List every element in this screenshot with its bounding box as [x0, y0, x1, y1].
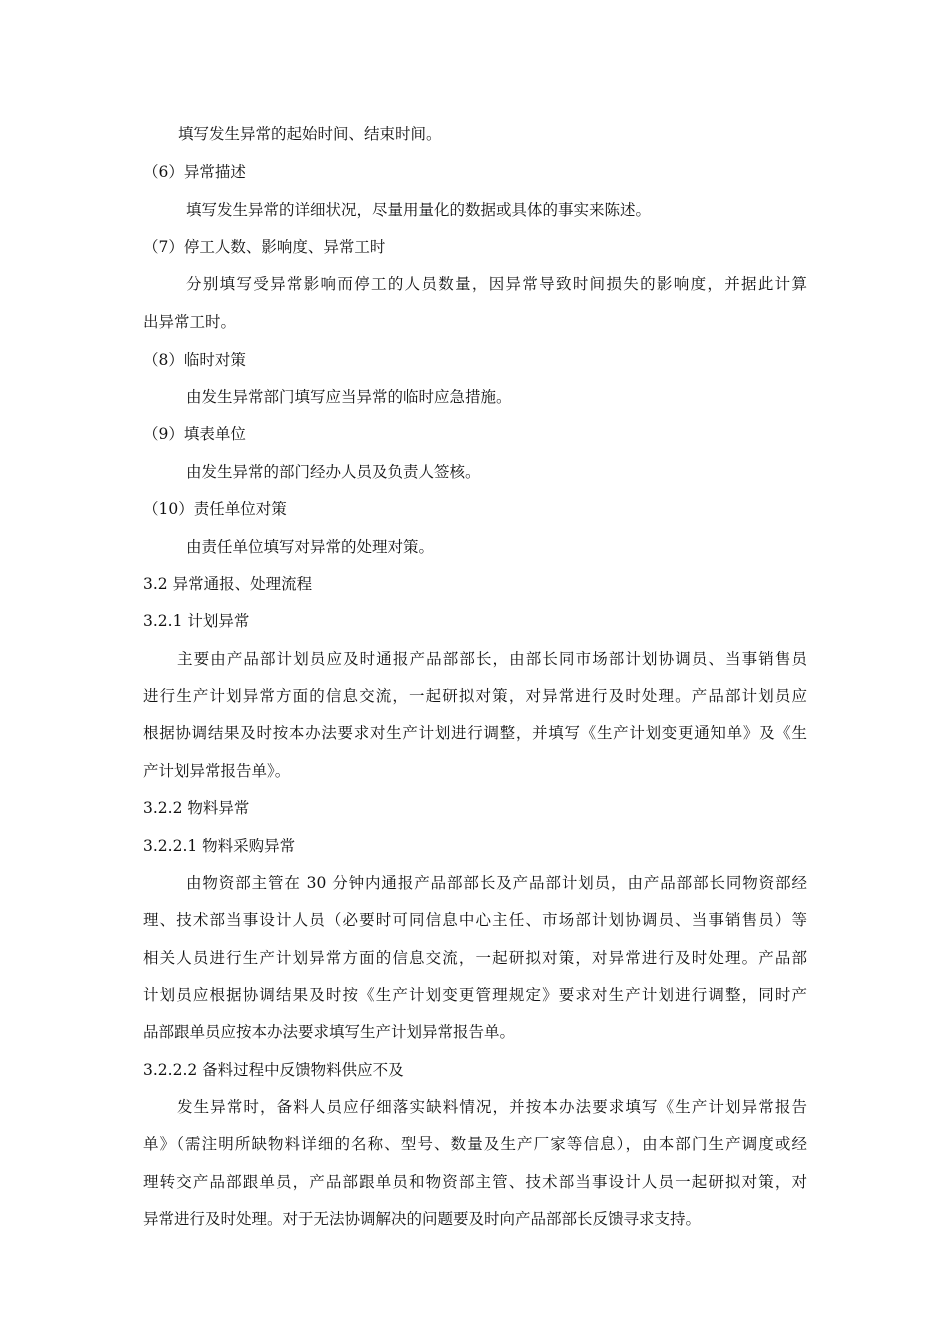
paragraph-7-line2: 出异常工时。 — [143, 313, 237, 331]
paragraph-3-2-2-1-line1: 由物资部主管在 30 分钟内通报产品部部长及产品部计划员，由产品部部长同物资部经 — [186, 874, 807, 892]
paragraph-3-2-2-1-line3: 相关人员进行生产计划异常方面的信息交流，一起研拟对策，对异常进行及时处理。产品部 — [143, 949, 807, 967]
paragraph-3-2-2-1-line5: 品部跟单员应按本办法要求填写生产计划异常报告单。 — [143, 1023, 516, 1041]
paragraph-3-2-1-line1: 主要由产品部计划员应及时通报产品部部长，由部长同市场部计划协调员、当事销售员 — [177, 650, 807, 668]
paragraph-time: 填写发生异常的起始时间、结束时间。 — [178, 125, 442, 143]
paragraph-3-2-2-2-line2: 单》（需注明所缺物料详细的名称、型号、数量及生产厂家等信息），由本部门生产调度或经 — [143, 1135, 807, 1153]
paragraph-3-2-2-1-line2: 理、技术部当事设计人员（必要时可同信息中心主任、市场部计划协调员、当事销售员）等 — [143, 911, 807, 929]
paragraph-3-2-2-2-line3: 理转交产品部跟单员，产品部跟单员和物资部主管、技术部当事设计人员一起研拟对策，对 — [143, 1173, 807, 1191]
section-3-2-2-heading: 3.2.2 物料异常 — [143, 799, 250, 817]
paragraph-9: 由发生异常的部门经办人员及负责人签核。 — [186, 463, 481, 481]
heading-10: （10）责任单位对策 — [143, 500, 287, 518]
paragraph-3-2-2-2-line4: 异常进行及时处理。对于无法协调解决的问题要及时向产品部部长反馈寻求支持。 — [143, 1210, 702, 1228]
paragraph-3-2-1-line3: 根据协调结果及时按本办法要求对生产计划进行调整，并填写《生产计划变更通知单》及《生 — [143, 724, 807, 742]
paragraph-3-2-1-line4: 产计划异常报告单》。 — [143, 762, 291, 780]
section-3-2-heading: 3.2 异常通报、处理流程 — [143, 575, 313, 593]
paragraph-description: 填写发生异常的详细状况，尽量用量化的数据或具体的事实来陈述。 — [186, 201, 652, 219]
section-3-2-2-2-heading: 3.2.2.2 备料过程中反馈物料供应不及 — [143, 1061, 404, 1079]
heading-8: （8）临时对策 — [143, 351, 246, 369]
heading-6: （6）异常描述 — [143, 163, 246, 181]
paragraph-3-2-1-line2: 进行生产计划异常方面的信息交流，一起研拟对策，对异常进行及时处理。产品部计划员应 — [143, 687, 807, 705]
paragraph-10: 由责任单位填写对异常的处理对策。 — [186, 538, 435, 556]
paragraph-7-line1: 分别填写受异常影响而停工的人员数量，因异常导致时间损失的影响度，并据此计算 — [186, 275, 807, 293]
paragraph-3-2-2-1-line4: 计划员应根据协调结果及时按《生产计划变更管理规定》要求对生产计划进行调整，同时产 — [143, 986, 807, 1004]
paragraph-3-2-2-2-line1: 发生异常时，备料人员应仔细落实缺料情况，并按本办法要求填写《生产计划异常报告 — [177, 1098, 807, 1116]
heading-7: （7）停工人数、影响度、异常工时 — [143, 238, 386, 256]
heading-9: （9）填表单位 — [143, 425, 246, 443]
paragraph-8: 由发生异常部门填写应当异常的临时应急措施。 — [186, 388, 512, 406]
section-3-2-1-heading: 3.2.1 计划异常 — [143, 612, 250, 630]
section-3-2-2-1-heading: 3.2.2.1 物料采购异常 — [143, 837, 296, 855]
